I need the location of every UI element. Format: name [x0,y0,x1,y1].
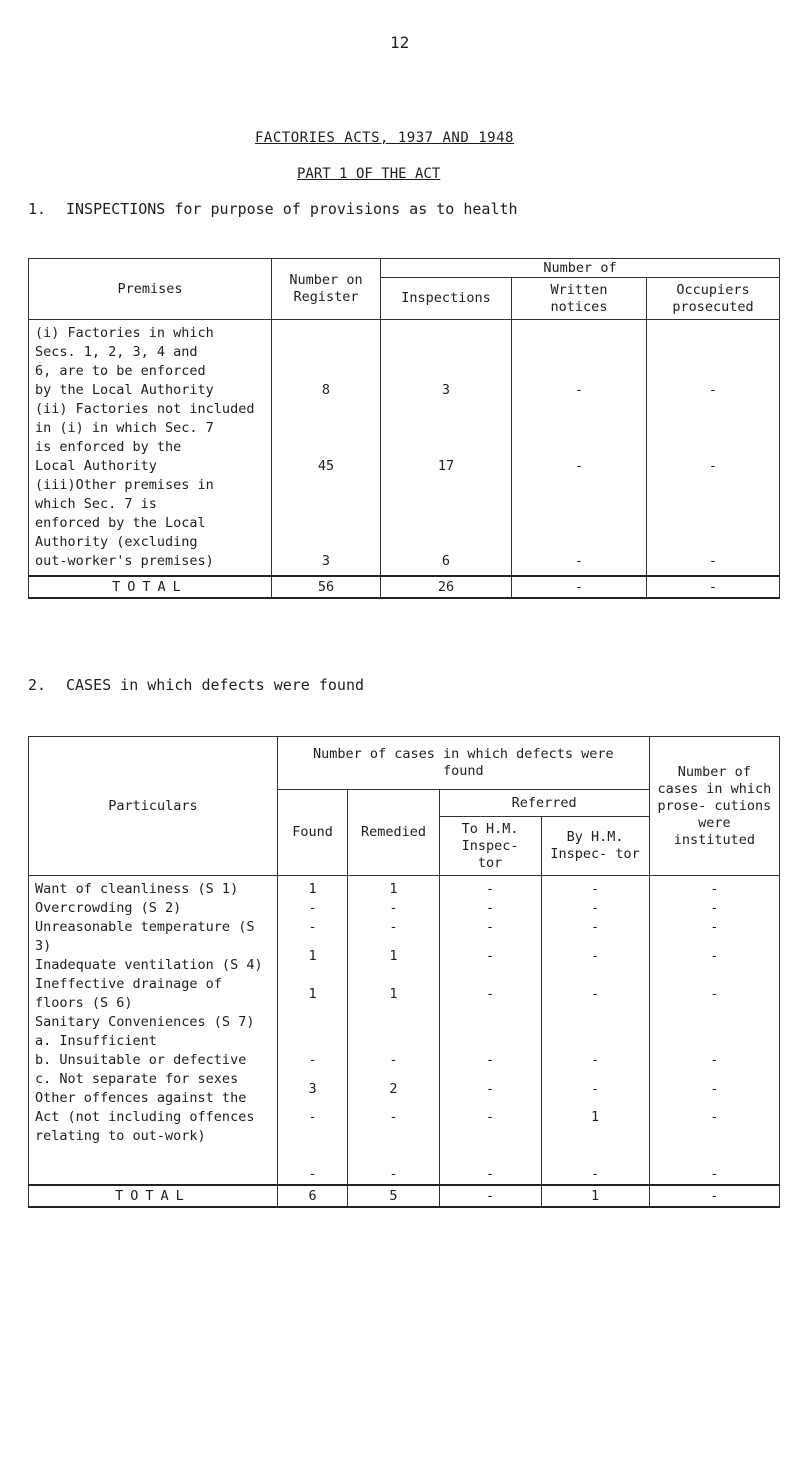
remedied-values: 1 - - 1 1 - 2 - - [348,876,439,1186]
cell: - [574,553,584,569]
col-particulars: Particulars [29,737,278,876]
cell: 3 [441,382,451,398]
section-2-heading: CASES in which defects were found [66,676,365,694]
notices-values [512,320,647,577]
col-referred: Referred [439,790,649,817]
section-2-number: 2. [28,676,47,694]
cell: - [574,382,584,398]
cell: 8 [321,382,331,398]
cell: - [708,458,718,474]
cell: - [574,458,584,474]
total-remedied: 5 [348,1185,439,1207]
col-number-cases: Number of cases in which defects were found [277,737,649,790]
row-label: Overcrowding (S 2) [35,900,182,916]
section-1-title [28,200,518,218]
row-label: Want of cleanliness (S 1) [35,881,239,897]
total-by-hm: 1 [541,1185,649,1207]
row-label: Ineffective drainage of floors (S 6) [35,976,222,1011]
cell: 17 [437,458,455,474]
row-label: a. Insufficient [35,1033,157,1049]
total-row [29,576,780,598]
premises-labels: (i) Factories in which Secs. 1, 2, 3, 4 and 6, are to be enforced by the Local Authority (ii) Factories not included in (i) in which Sec. 7 is enforced by the Local Authority (iii)Other premises in which Sec. 7 is enforced by the Local Authority (excluding out-worker's premises) [29,320,272,577]
section-2-title [28,676,364,694]
found-values: 1 - - 1 1 - 3 - - [277,876,347,1186]
col-remedied: Remedied [348,790,439,876]
col-prosecutions: Number of cases in which prose- cutions were instituted [649,737,779,876]
cell: - [708,553,718,569]
by-hm-values: - - - - - - - 1 - [541,876,649,1186]
defects-table [28,736,780,1208]
col-premises: Premises [29,259,272,320]
cell: - [708,382,718,398]
particulars-labels [29,876,278,1186]
total-inspections: 26 [381,576,512,598]
section-1-number: 1. [28,200,47,218]
total-prosecutions: - [649,1185,779,1207]
cell: 6 [441,553,451,569]
col-occupiers-prosecuted: Occupiers prosecuted [647,278,780,320]
col-inspections: Inspections [381,278,512,320]
prosecutions-values: - - - - - - - - - [649,876,779,1186]
total-label: TOTAL [29,1185,278,1207]
document-subheading: PART 1 OF THE ACT [297,166,441,182]
col-register: Number on Register [272,259,381,320]
row-label: b. Unsuitable or defective [35,1052,247,1068]
document-heading: FACTORIES ACTS, 1937 AND 1948 [255,130,514,146]
page-number: 12 [390,33,410,52]
col-to-hm: To H.M. Inspec- tor [439,817,541,876]
total-found: 6 [277,1185,347,1207]
col-written-notices: Written notices [512,278,647,320]
col-found: Found [277,790,347,876]
prosecuted-values [647,320,780,577]
row-label: Unreasonable temperature (S 3) [35,919,255,954]
cell: 45 [317,458,335,474]
cell: 3 [321,553,331,569]
inspections-values [381,320,512,577]
section-1-heading: INSPECTIONS for purpose of provisions as to health [66,200,518,218]
total-row [29,1185,780,1207]
col-by-hm: By H.M. Inspec- tor [541,817,649,876]
row-label: c. Not separate for sexes [35,1071,239,1087]
row-label: Sanitary Conveniences (S 7) [35,1014,255,1030]
col-number-of: Number of [381,259,780,278]
total-to-hm: - [439,1185,541,1207]
total-prosecuted: - [647,576,780,598]
inspections-table [28,258,780,599]
register-values [272,320,381,577]
total-label: TOTAL [29,576,272,598]
row-label: Other offences against the Act (not including offences relating to out-work) [35,1090,255,1144]
total-register: 56 [272,576,381,598]
to-hm-values: - - - - - - - - - [439,876,541,1186]
total-notices: - [512,576,647,598]
row-label: Inadequate ventilation (S 4) [35,957,263,973]
